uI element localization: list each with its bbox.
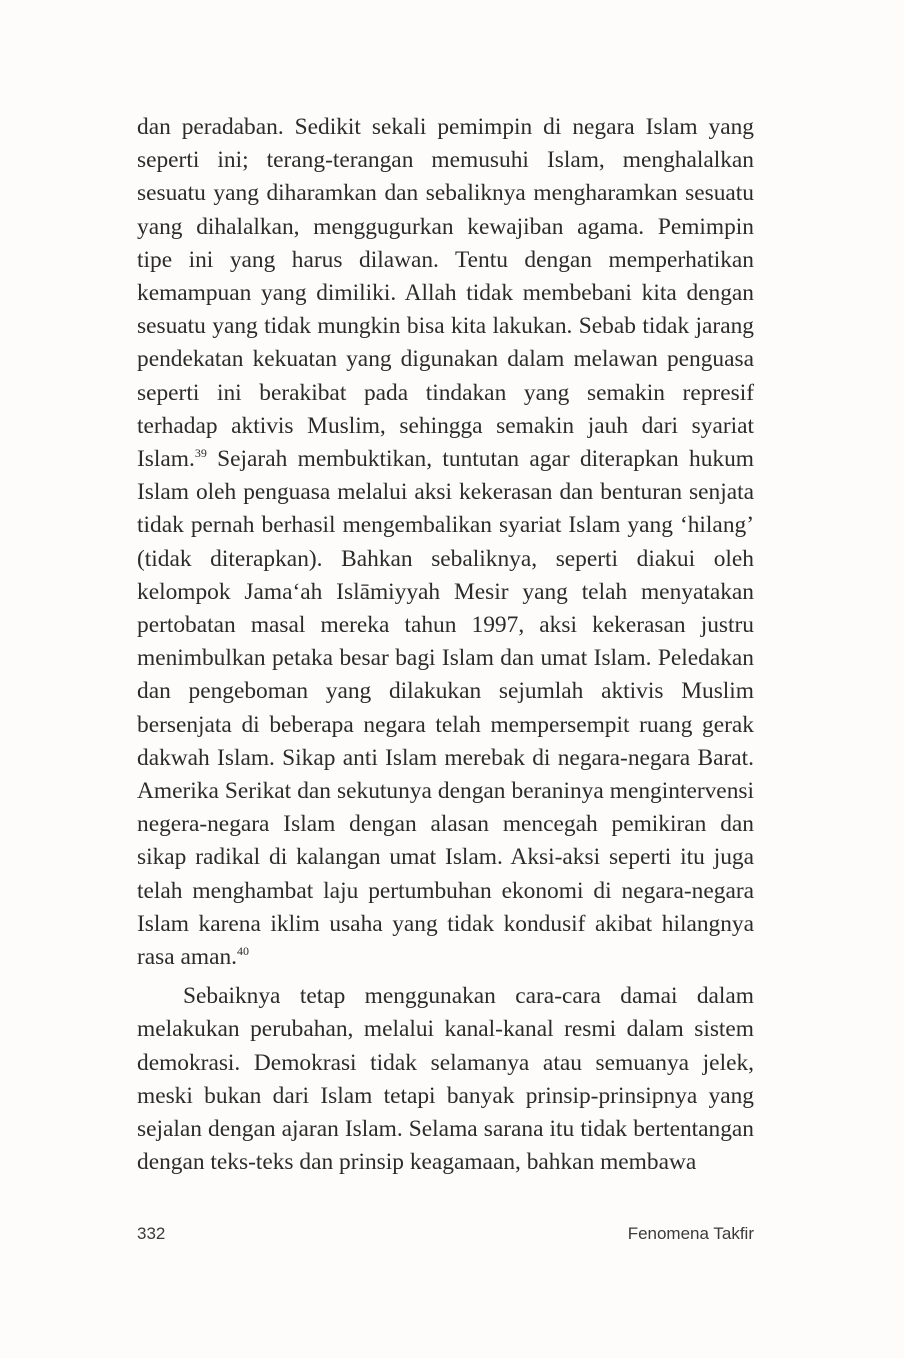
footnote-ref-40: 40 (237, 944, 250, 959)
paragraph-1-text-a: dan peradaban. Sedikit sekali pemimpin di negara Islam yang seperti ini; terang-terangan memusuhi Islam, menghalalkan sesuatu yang diharamkan dan sebaliknya mengharamkan sesuatu yang dihalalkan, menggugurkan kewajiban agama. Pemimpin tipe ini yang harus dilawan. Tentu dengan memperhatikan kemampuan yang dimiliki. Allah tidak membebani kita dengan sesuatu yang tidak mungkin bisa kita lakukan. Sebab tidak jarang pendekatan kekuatan yang digunakan dalam melawan penguasa seperti ini berakibat pada tindakan yang semakin represif terhadap aktivis Muslim, sehingga semakin jauh dari syariat Islam. (137, 114, 754, 473)
paragraph-2: Sebaiknya tetap menggunakan cara-cara damai dalam melakukan perubahan, melalui kanal-kanal resmi dalam sistem demokrasi. Demokrasi tidak selamanya atau semuanya jelek, meski bukan dari Islam tetapi banyak prinsip-prinsipnya yang sejalan dengan ajaran Islam. Selama sarana itu tidak bertentangan dengan teks-teks dan prinsip keagamaan, bahkan membawa (137, 983, 754, 1176)
paragraph-1-text-b: Sejarah membuktikan, tuntutan agar diterapkan hukum Islam oleh penguasa melalui aksi kekerasan dan benturan senjata tidak pernah berhasil mengembalikan syariat Islam yang ‘hilang’ (tidak diterapkan). Bahkan sebaliknya, seperti diakui oleh kelompok Jama‘ah Islāmiyyah Mesir yang telah menyatakan pertobatan masal mereka tahun 1997, aksi kekerasan justru menimbulkan petaka besar bagi Islam dan umat Islam. Peledakan dan pengeboman yang dilakukan sejumlah aktivis Muslim bersenjata di beberapa negara telah mempersempit ruang gerak dakwah Islam. Sikap anti Islam merebak di negara-negara Barat. Amerika Serikat dan sekutunya dengan beraninya mengintervensi negera-negara Islam dengan alasan mencegah pemikiran dan sikap radikal di kalangan umat Islam. Aksi-aksi seperti itu juga telah menghambat laju pertumbuhan ekonomi di negara-negara Islam karena iklim usaha yang tidak kondusif akibat hilangnya rasa aman. (137, 446, 754, 971)
paragraph-1 (137, 111, 754, 974)
page-footer (137, 1224, 754, 1248)
page-number: 332 (137, 1224, 166, 1243)
body-text (137, 111, 754, 1180)
running-title: Fenomena Takfir (627, 1224, 754, 1243)
footnote-ref-39: 39 (194, 446, 207, 461)
